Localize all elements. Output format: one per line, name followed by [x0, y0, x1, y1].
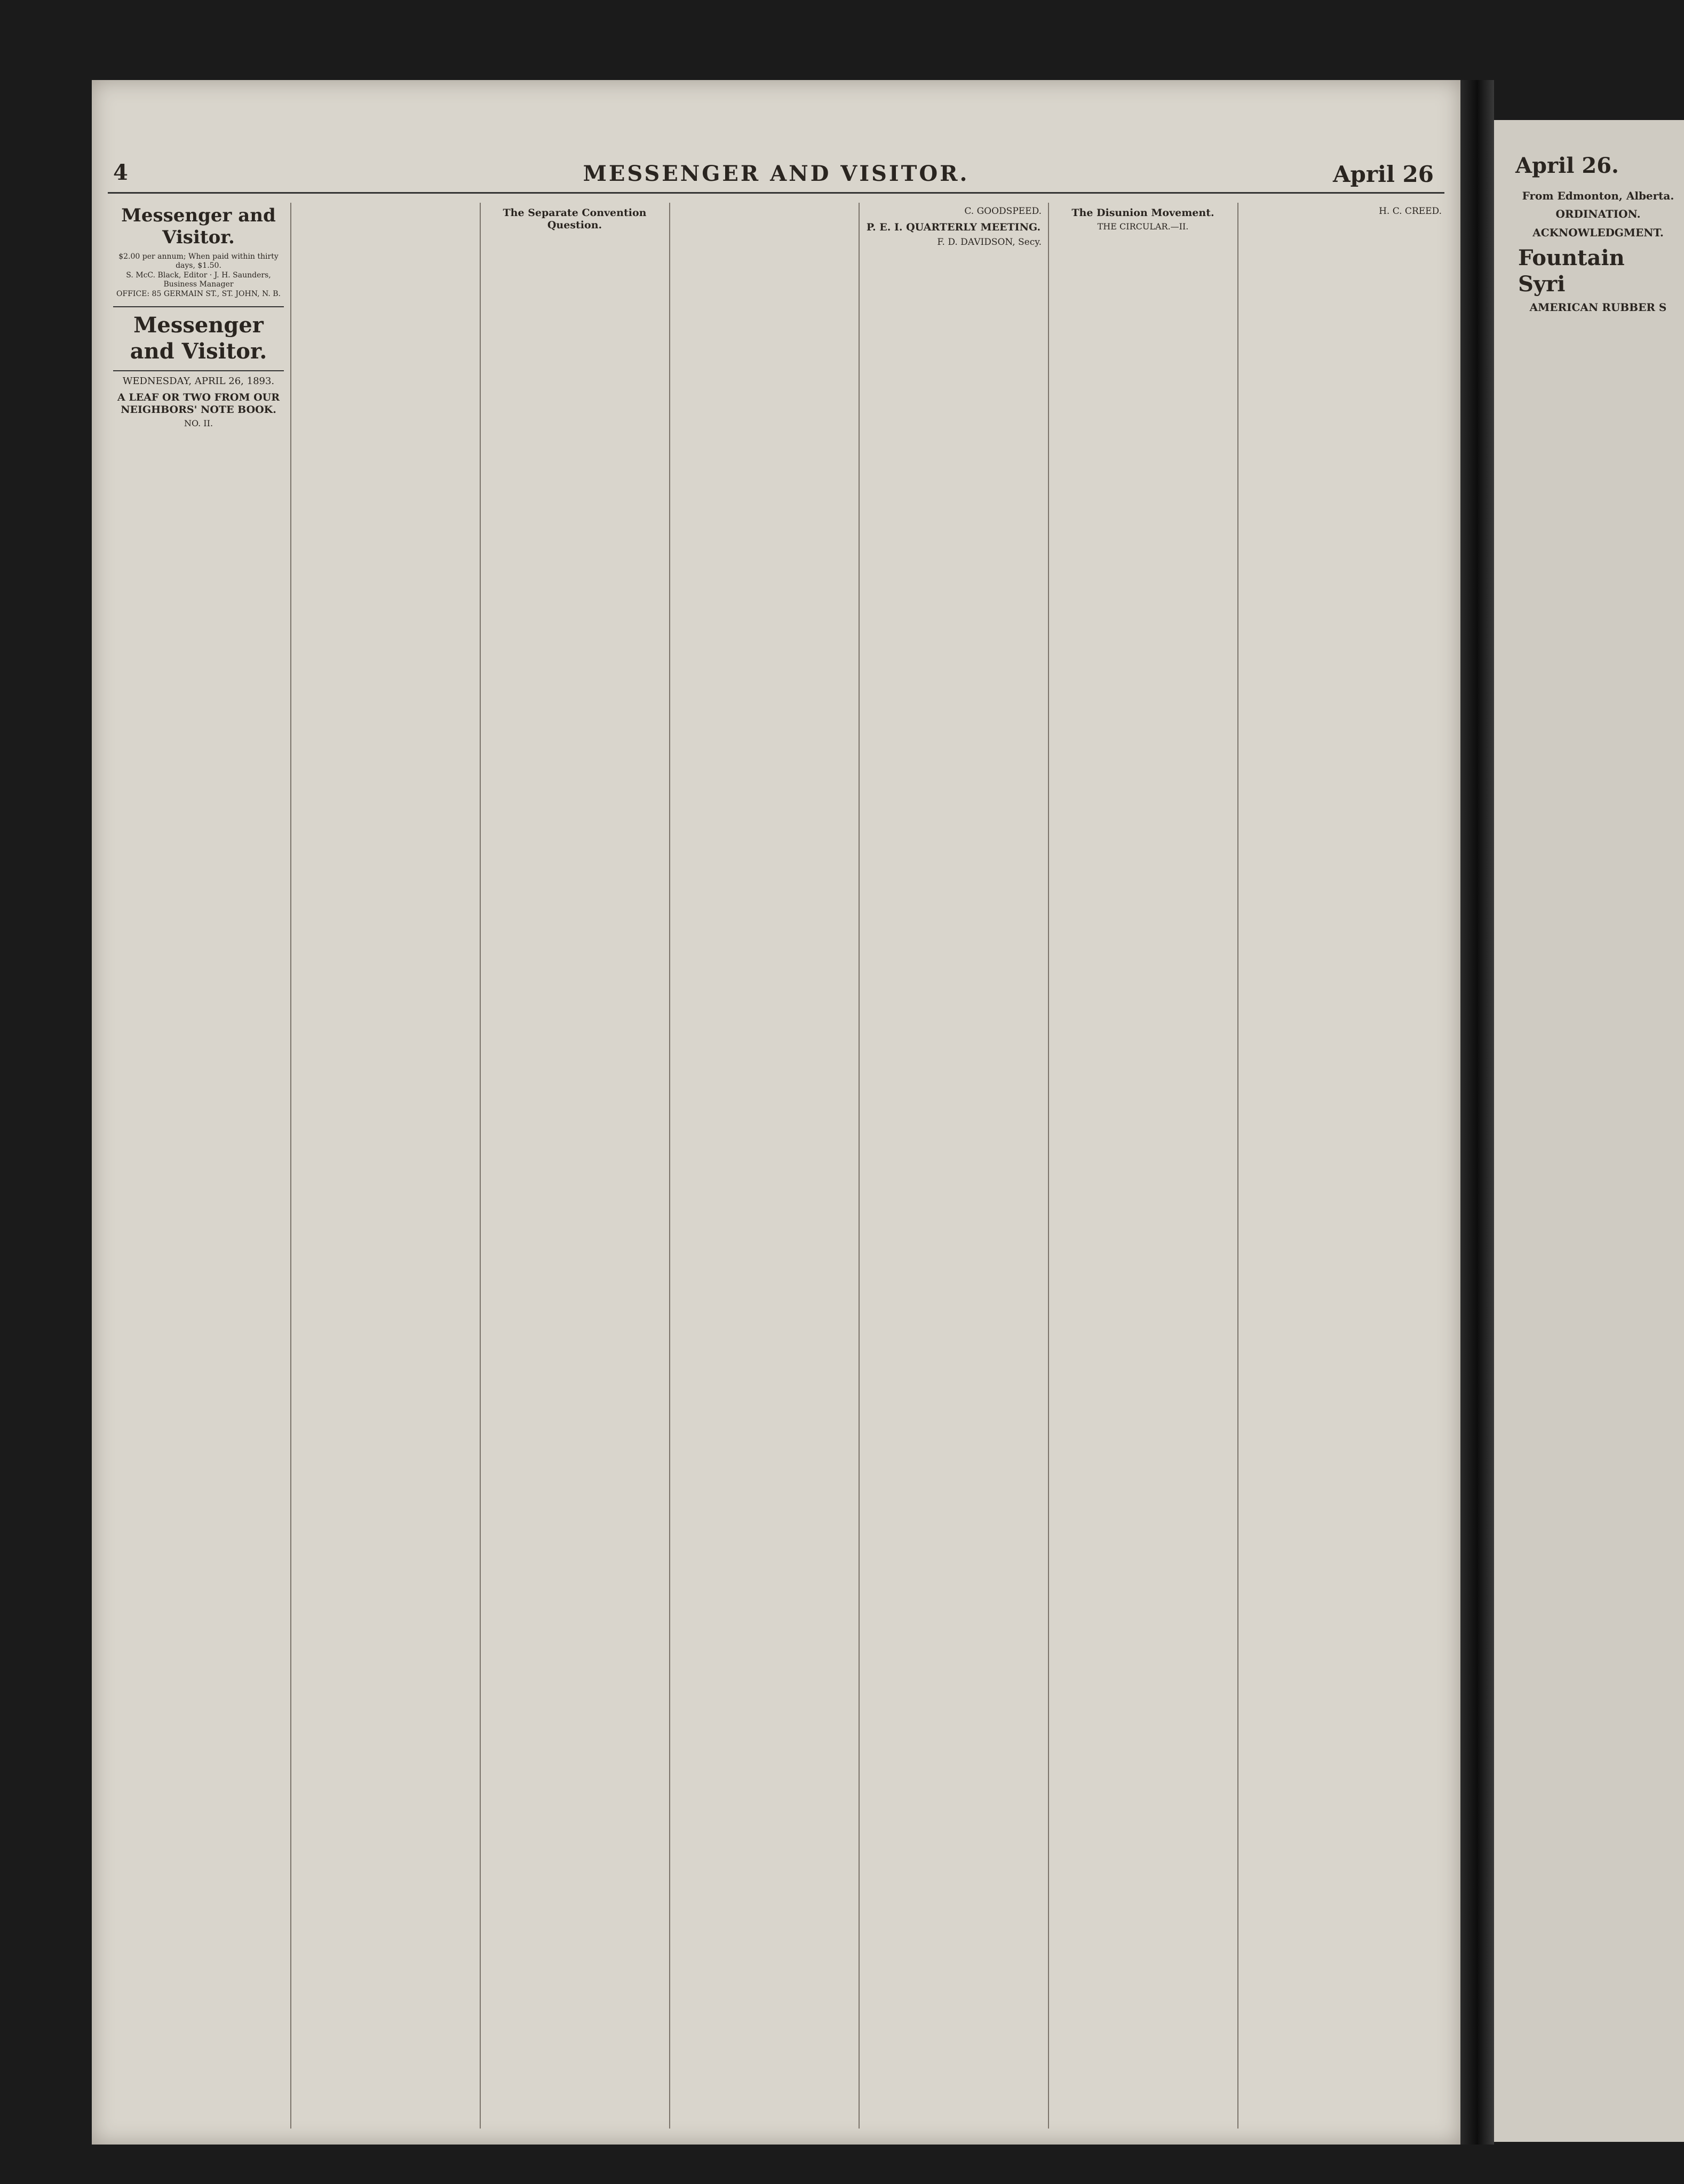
column-rule	[1237, 203, 1238, 2129]
column-6	[1055, 203, 1231, 2129]
column-1	[113, 203, 284, 2129]
facing-article-title: From Edmonton, Alberta.	[1522, 189, 1674, 202]
subscription-terms: $2.00 per annum; When paid within thirty days, $1.50.	[118, 252, 279, 270]
office-line: OFFICE: 85 GERMAIN ST., ST. JOHN, N. B.	[116, 289, 281, 298]
column-rule	[480, 203, 481, 2129]
masthead-large: Messenger and Visitor.	[113, 306, 284, 371]
column-7	[1244, 203, 1442, 2129]
page-gutter	[1460, 80, 1494, 2145]
page-number: 4	[113, 160, 128, 185]
masthead-small: Messenger and Visitor.	[121, 205, 276, 249]
article-title: P. E. I. QUARTERLY MEETING.	[866, 221, 1041, 233]
signature: C. GOODSPEED.	[964, 206, 1042, 217]
facing-page-strip	[1494, 120, 1684, 2142]
facing-section-heading: ORDINATION.	[1555, 208, 1641, 221]
column-4	[676, 203, 852, 2129]
issue-date: WEDNESDAY, APRIL 26, 1893.	[122, 376, 275, 387]
staff-line: S. McC. Black, Editor · J. H. Saunders, Business Manager	[126, 270, 271, 289]
advertisement-footer: AMERICAN RUBBER S	[1529, 300, 1667, 314]
column-rule	[290, 203, 291, 2129]
article-title: The Disunion Movement.	[1071, 207, 1214, 219]
newspaper-title: MESSENGER AND VISITOR.	[583, 161, 970, 186]
article-subtitle: THE CIRCULAR.—II.	[1097, 221, 1189, 232]
column-2	[297, 203, 473, 2129]
facing-page-column	[1518, 189, 1678, 319]
newspaper-page	[92, 80, 1460, 2145]
article-title: The Separate Convention Question.	[503, 207, 647, 232]
header-date: April 26	[1332, 161, 1434, 187]
signature: F. D. DAVIDSON, Secy.	[937, 236, 1042, 248]
facing-section-heading: ACKNOWLEDGMENT.	[1532, 226, 1664, 239]
signature: H. C. CREED.	[1379, 206, 1442, 217]
article-subtitle: NO. II.	[184, 418, 213, 429]
column-3	[487, 203, 663, 2129]
facing-page-date: April 26.	[1515, 153, 1619, 178]
column-5	[865, 203, 1042, 2129]
column-rule	[1048, 203, 1049, 2129]
column-rule	[669, 203, 670, 2129]
advertisement-title: Fountain Syri	[1518, 245, 1625, 297]
column-rule	[859, 203, 860, 2129]
page-header	[108, 155, 1444, 194]
article-title: A LEAF OR TWO FROM OUR NEIGHBORS' NOTE BOOK.	[117, 391, 280, 416]
